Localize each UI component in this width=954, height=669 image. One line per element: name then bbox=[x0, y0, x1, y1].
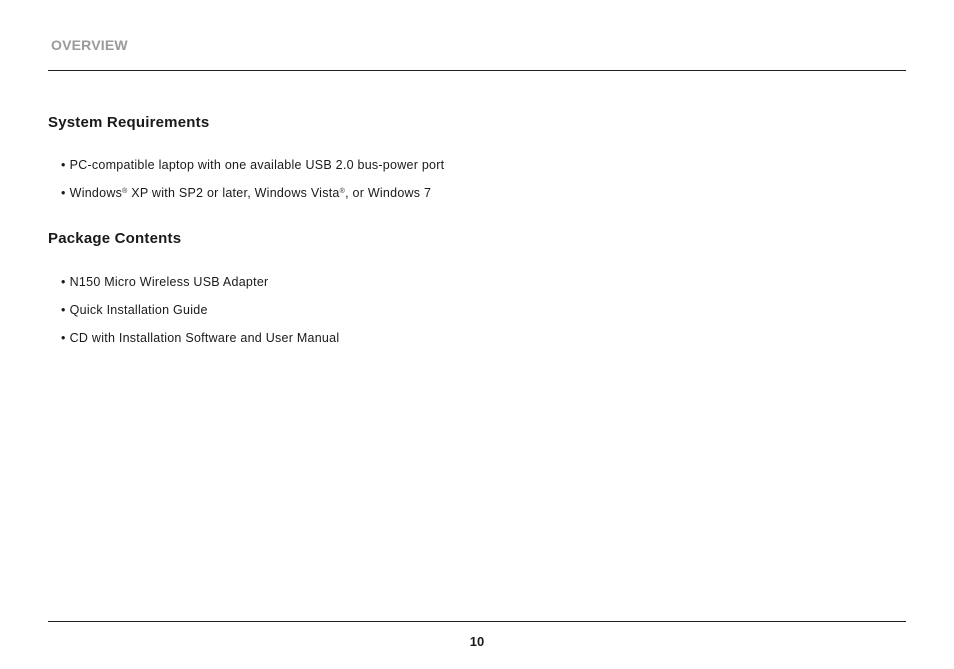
list-item bbox=[61, 186, 444, 214]
list-item bbox=[61, 158, 444, 186]
bullet-marker: • bbox=[61, 186, 66, 200]
bullet-marker: • bbox=[61, 331, 66, 345]
system-requirements-list bbox=[61, 158, 444, 214]
list-item bbox=[61, 331, 339, 359]
list-item-text-windows7: , or Windows 7 bbox=[345, 186, 432, 200]
list-item-text-windows: Windows bbox=[69, 186, 123, 200]
list-item-text: Quick Installation Guide bbox=[69, 303, 208, 317]
header-divider bbox=[48, 70, 906, 71]
list-item-text: PC-compatible laptop with one available USB 2.0 bus-power port bbox=[69, 158, 445, 172]
bullet-marker: • bbox=[61, 303, 66, 317]
list-item bbox=[61, 303, 339, 331]
section-label-overview: OVERVIEW bbox=[51, 37, 128, 53]
list-item-text-xp-vista: XP with SP2 or later, Windows Vista bbox=[127, 186, 340, 200]
registered-mark: ® bbox=[339, 188, 346, 195]
footer-divider bbox=[48, 621, 906, 622]
list-item bbox=[61, 275, 339, 303]
page-number: 10 bbox=[469, 634, 485, 649]
bullet-marker: • bbox=[61, 275, 66, 289]
system-requirements-heading: System Requirements bbox=[48, 114, 210, 131]
list-item-text: CD with Installation Software and User Manual bbox=[69, 331, 340, 345]
list-item-text: N150 Micro Wireless USB Adapter bbox=[69, 275, 269, 289]
registered-mark: ® bbox=[122, 188, 128, 195]
package-contents-list bbox=[61, 275, 339, 359]
package-contents-heading: Package Contents bbox=[48, 230, 182, 247]
bullet-marker: • bbox=[61, 158, 66, 172]
